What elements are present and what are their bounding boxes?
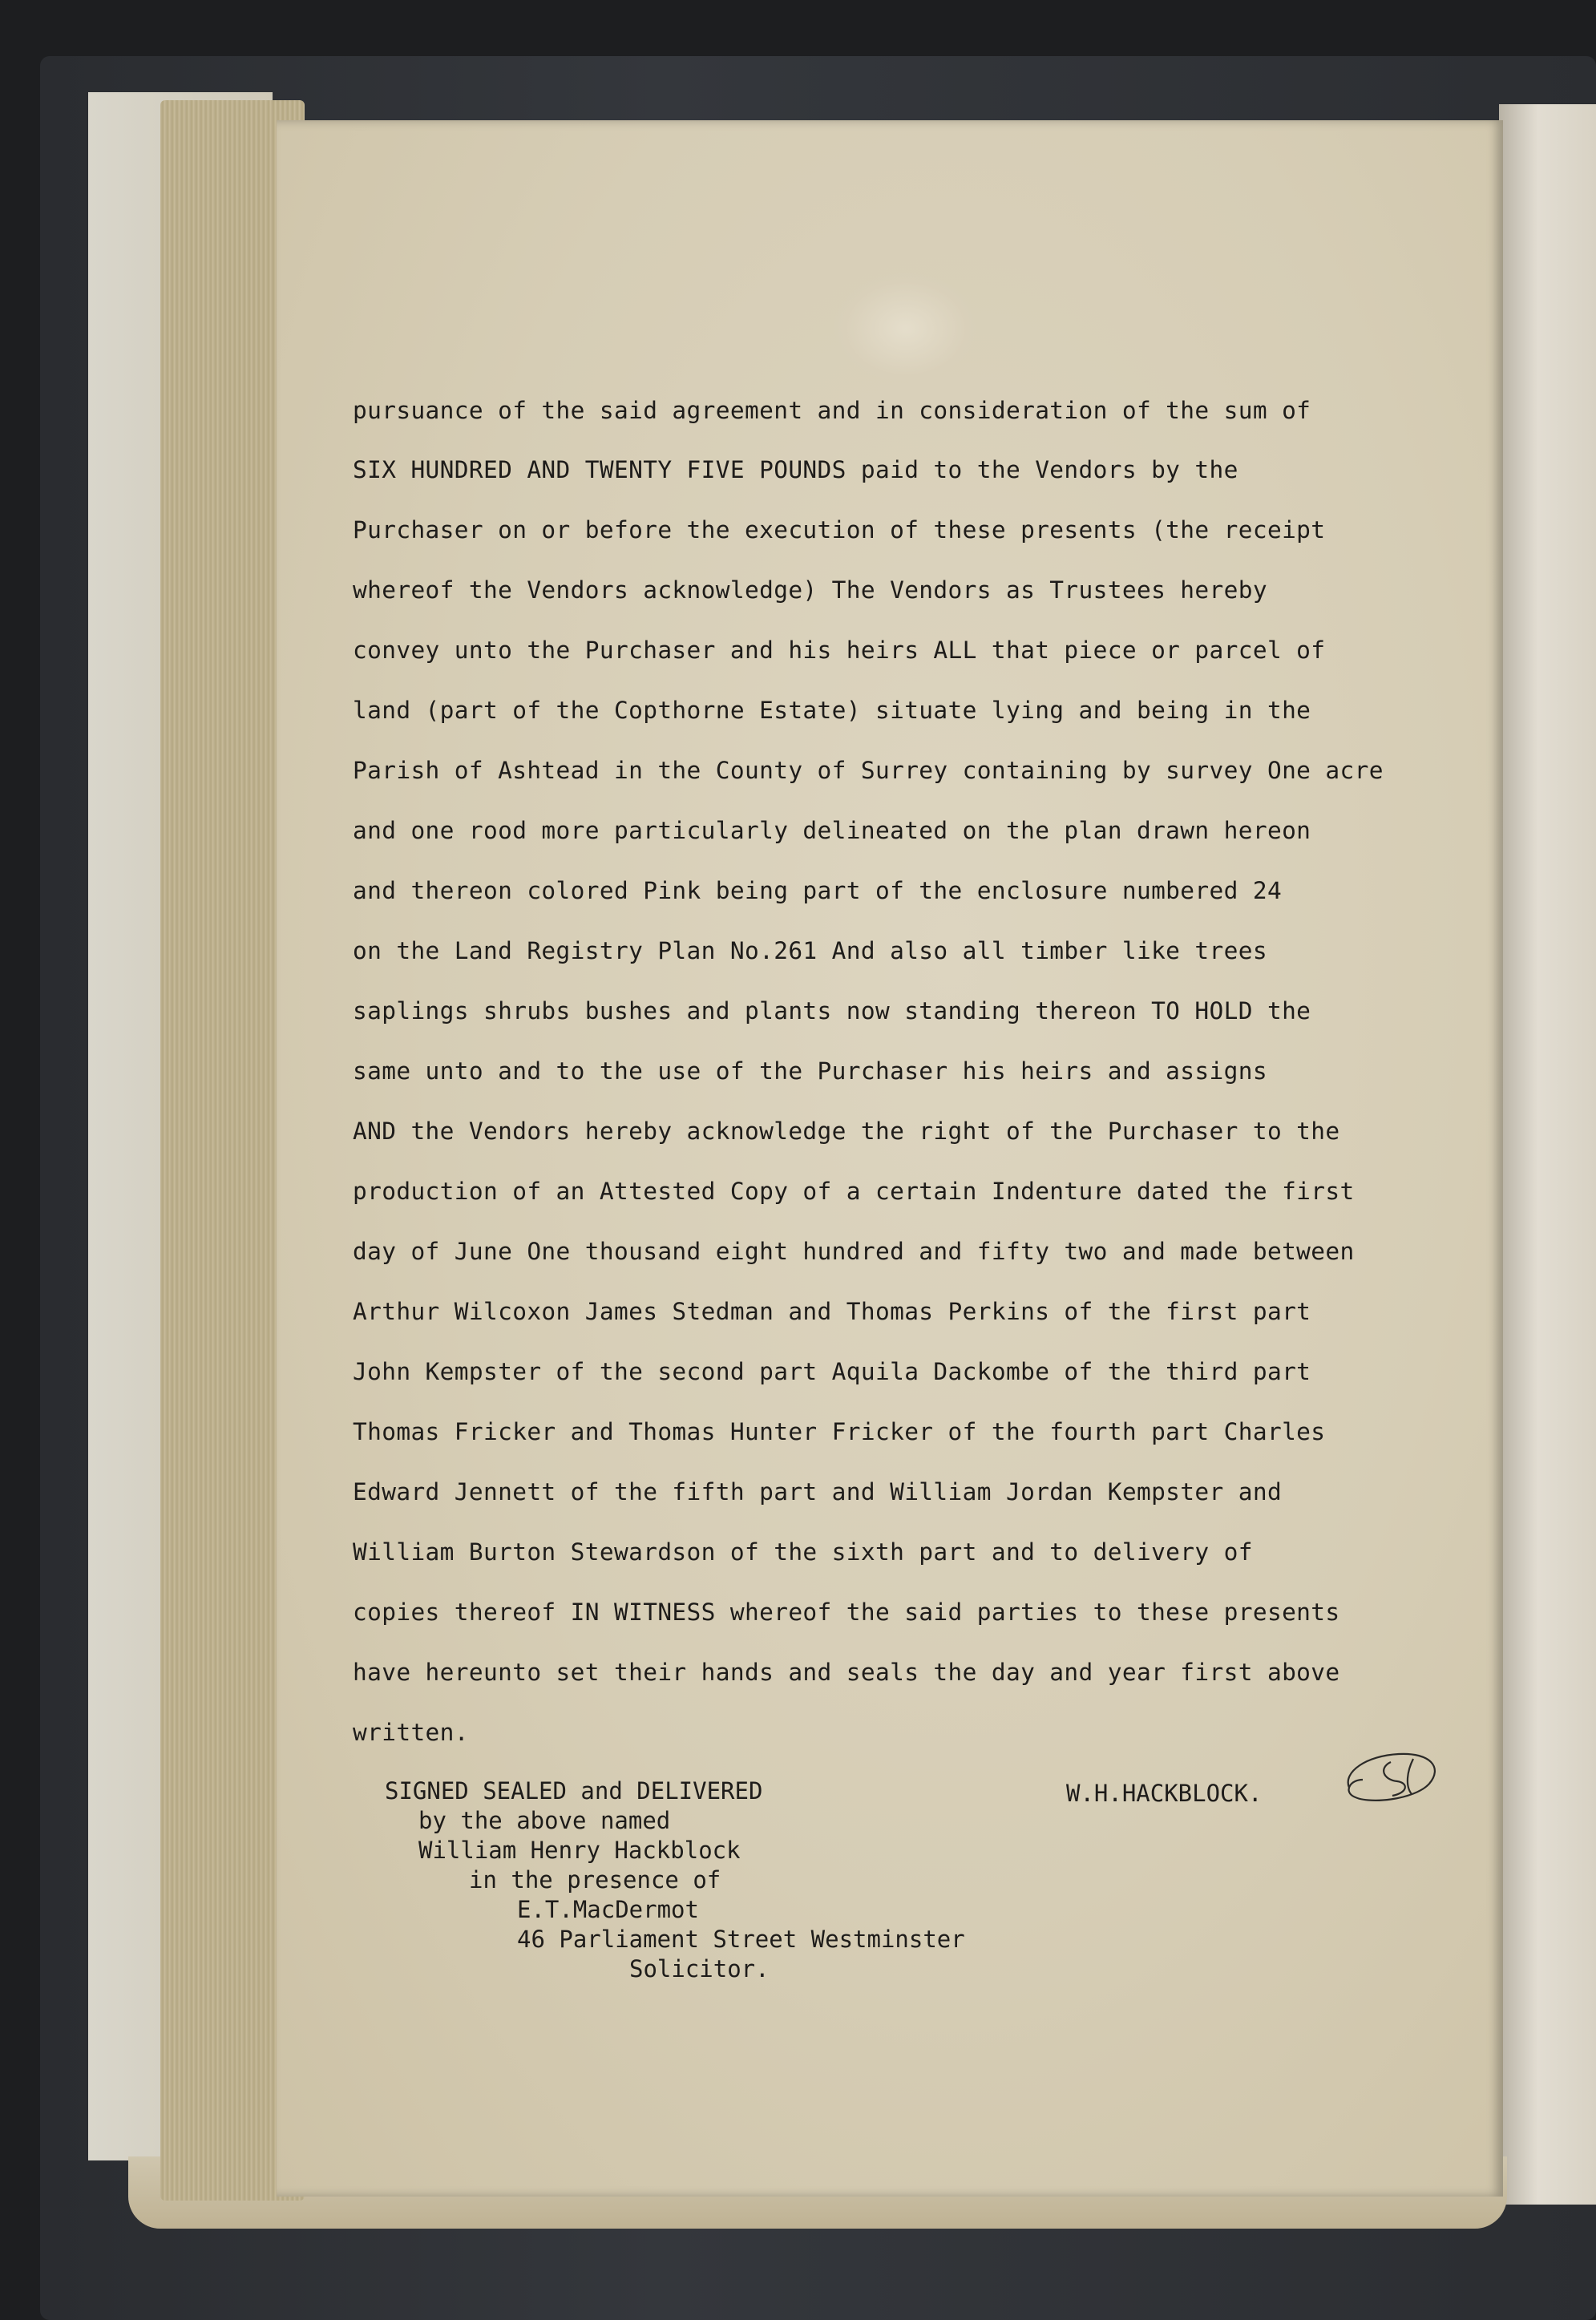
witness-address: 46 Parliament Street Westminster bbox=[517, 1926, 965, 1953]
facing-page-edge bbox=[1499, 104, 1596, 2205]
signatory-name: W.H.HACKBLOCK. bbox=[1066, 1780, 1263, 1807]
body-line: saplings shrubs bushes and plants now standing thereon TO HOLD the bbox=[353, 997, 1311, 1025]
witness-name: E.T.MacDermot bbox=[517, 1896, 699, 1923]
body-line: on the Land Registry Plan No.261 And also all timber like trees bbox=[353, 937, 1267, 964]
body-line: Arthur Wilcoxon James Stedman and Thomas Perkins of the first part bbox=[353, 1298, 1311, 1325]
body-line: Parish of Ashtead in the County of Surrey containing by survey One acre bbox=[353, 757, 1384, 784]
body-line: production of an Attested Copy of a certain Indenture dated the first bbox=[353, 1178, 1355, 1205]
embossed-seal-icon bbox=[834, 273, 978, 385]
body-line: convey unto the Purchaser and his heirs ALL that piece or parcel of bbox=[353, 637, 1326, 664]
attestation-line: by the above named bbox=[418, 1807, 671, 1834]
body-line: Edward Jennett of the fifth part and William Jordan Kempster and bbox=[353, 1478, 1283, 1506]
body-line: John Kempster of the second part Aquila Dackombe of the third part bbox=[353, 1358, 1311, 1385]
body-line: copies thereof IN WITNESS whereof the said parties to these presents bbox=[353, 1599, 1340, 1626]
body-line: same unto and to the use of the Purchaser his heirs and assigns bbox=[353, 1057, 1267, 1085]
body-line: Thomas Fricker and Thomas Hunter Fricker of the fourth part Charles bbox=[353, 1418, 1326, 1445]
body-line: William Burton Stewardson of the sixth part and to delivery of bbox=[353, 1538, 1253, 1566]
body-line: pursuance of the said agreement and in consideration of the sum of bbox=[353, 397, 1311, 424]
handwritten-initials-icon bbox=[1335, 1740, 1447, 1812]
attestation-line: in the presence of bbox=[469, 1866, 721, 1894]
document-page bbox=[277, 120, 1503, 2197]
body-line: AND the Vendors hereby acknowledge the right of the Purchaser to the bbox=[353, 1118, 1340, 1145]
attestation-line: William Henry Hackblock bbox=[418, 1837, 741, 1864]
body-line: written. bbox=[353, 1719, 469, 1746]
body-line: Purchaser on or before the execution of these presents (the receipt bbox=[353, 516, 1326, 544]
body-line: SIX HUNDRED AND TWENTY FIVE POUNDS paid to the Vendors by the bbox=[353, 456, 1238, 483]
witness-title: Solicitor. bbox=[629, 1955, 770, 1983]
body-line: whereof the Vendors acknowledge) The Vendors as Trustees hereby bbox=[353, 576, 1267, 604]
body-line: land (part of the Copthorne Estate) situate lying and being in the bbox=[353, 697, 1311, 724]
body-line: have hereunto set their hands and seals the day and year first above bbox=[353, 1659, 1340, 1686]
body-line: day of June One thousand eight hundred and fifty two and made between bbox=[353, 1238, 1355, 1265]
body-line: and one rood more particularly delineated on the plan drawn hereon bbox=[353, 817, 1311, 844]
body-line: and thereon colored Pink being part of the enclosure numbered 24 bbox=[353, 877, 1283, 904]
attestation-line: SIGNED SEALED and DELIVERED bbox=[385, 1777, 763, 1805]
